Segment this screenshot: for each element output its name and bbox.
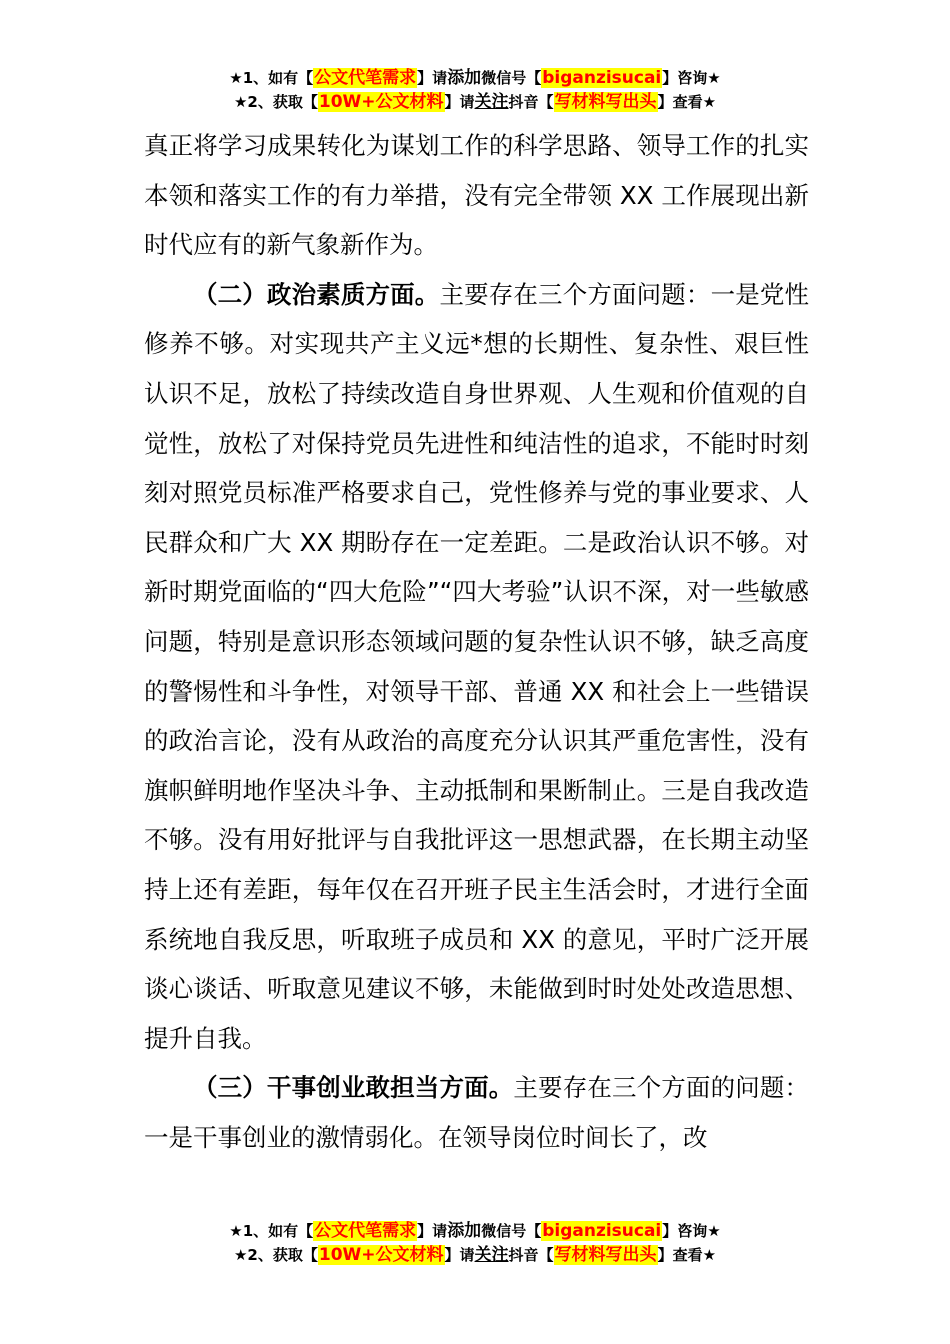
banner-text: 】咨询★ bbox=[662, 69, 721, 87]
banner-text: 关注 bbox=[474, 92, 509, 112]
banner-text: ★1、如有【 bbox=[229, 69, 314, 87]
banner-text: 微信号【 bbox=[481, 69, 542, 87]
banner-line-1 bbox=[0, 66, 950, 90]
banner-text: 】请 bbox=[417, 69, 448, 87]
banner-text: 】咨询★ bbox=[662, 1222, 721, 1240]
paragraph-continuation: 真正将学习成果转化为谋划工作的科学思路、领导工作的扎实本领和落实工作的有力举措，没有完全带领 XX 工作展现出新时代应有的新气象新作为。 bbox=[144, 131, 809, 260]
banner-text: 抖音【 bbox=[508, 93, 554, 111]
banner-text: 添加 bbox=[447, 1221, 482, 1241]
banner-text: 】请 bbox=[417, 1222, 448, 1240]
highlight-materials: 10W+公文材料 bbox=[318, 92, 444, 112]
banner-text: 】请 bbox=[444, 93, 475, 111]
banner-text: 】查看★ bbox=[657, 93, 717, 111]
section-heading: （三）干事创业敢担当方面。 bbox=[193, 1073, 514, 1103]
highlight-service: 公文代笔需求 bbox=[314, 1221, 417, 1241]
banner-text: ★2、获取【 bbox=[233, 1246, 318, 1264]
banner-text: 抖音【 bbox=[508, 1246, 554, 1264]
highlight-douyin-account: 写材料写出头 bbox=[554, 1245, 657, 1265]
banner-text: 添加 bbox=[447, 68, 482, 88]
banner-line-2 bbox=[0, 90, 950, 114]
banner-text: ★2、获取【 bbox=[233, 93, 318, 111]
document-body bbox=[144, 121, 809, 1162]
paragraph-responsibility bbox=[144, 1063, 809, 1162]
banner-text: ★1、如有【 bbox=[229, 1222, 314, 1240]
banner-text: 】请 bbox=[444, 1246, 475, 1264]
banner-text: 微信号【 bbox=[481, 1222, 542, 1240]
banner-text: 】查看★ bbox=[657, 1246, 717, 1264]
header-banner bbox=[0, 66, 950, 114]
paragraph-political-quality bbox=[144, 270, 809, 1064]
highlight-service: 公文代笔需求 bbox=[314, 68, 417, 88]
highlight-wechat-id: biganzisucai bbox=[542, 1221, 662, 1241]
paragraph-text: 主要存在三个方面的问题：一是干事创业的激情弱化。在领导岗位时间长了，改 bbox=[144, 1073, 810, 1152]
section-heading: （二）政治素质方面。 bbox=[193, 279, 440, 309]
footer-banner bbox=[0, 1219, 950, 1267]
highlight-materials: 10W+公文材料 bbox=[318, 1245, 444, 1265]
banner-text: 关注 bbox=[474, 1245, 509, 1265]
banner-line-1 bbox=[0, 1219, 950, 1243]
banner-line-2 bbox=[0, 1243, 950, 1267]
paragraph-text: 主要存在三个方面问题：一是党性修养不够。对实现共产主义远*想的长期性、复杂性、艰巨性认识不足，放松了持续改造自身世界观、人生观和价值观的自觉性，放松了对保持党员先进性和纯洁性的追求，不能时时刻刻对照党员标准严格要求自己，党性修养与党的事业要求、人民群众和广大 XX 期盼存在一定差距。二是政治认识不够。对新时期党面临的“四大危险”“四大考验”认识不深，对一些敏感问题，特别是意识形态领域问题的复杂性认识不够，缺乏高度的警惕性和斗争性，对领导干部、普通 XX 和社会上一些错误的政治言论，没有从政治的高度充分认识其严重危害性，没有旗帜鲜明地作坚决斗争、主动抵制和果断制止。三是自我改造不够。没有用好批评与自我批评这一思想武器，在长期主动坚持上还有差距，每年仅在召开班子民主生活会时，才进行全面系统地自我反思，听取班子成员和 XX 的意见，平时广泛开展谈心谈话、听取意见建议不够，未能做到时时处处改造思想、提升自我。 bbox=[144, 279, 810, 1053]
highlight-wechat-id: biganzisucai bbox=[542, 68, 662, 88]
highlight-douyin-account: 写材料写出头 bbox=[554, 92, 657, 112]
